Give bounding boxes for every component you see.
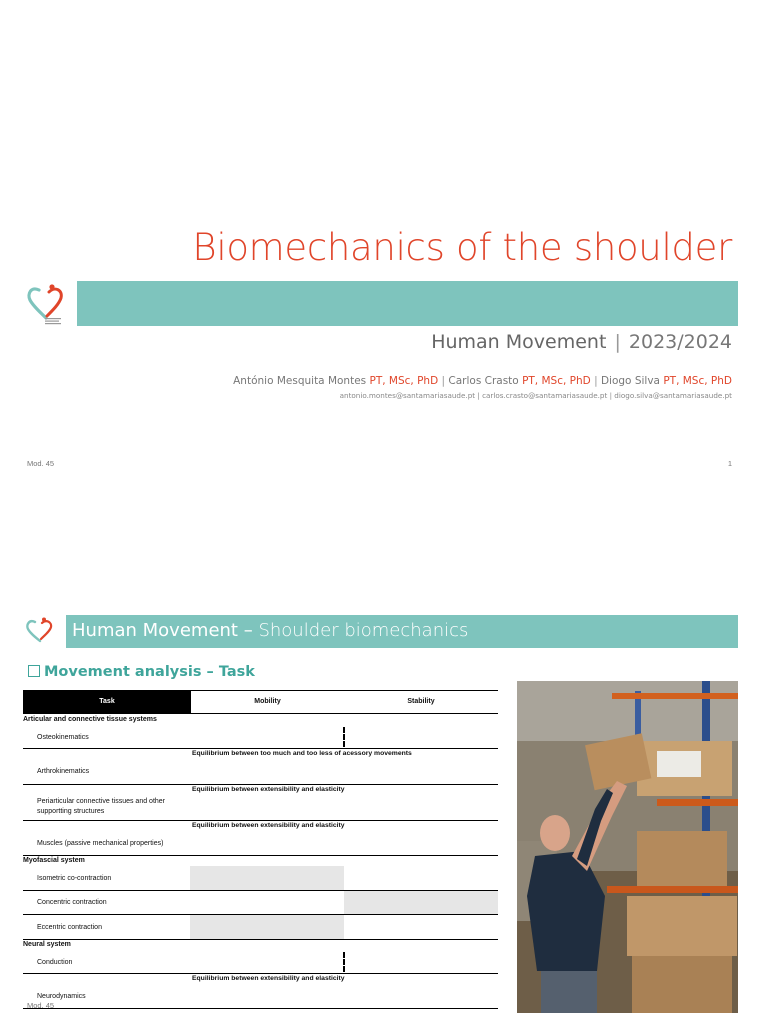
row-note: Equilibrium between extensibility and elasticity	[192, 975, 345, 982]
column-header-stability: Stability	[407, 698, 435, 705]
table-row	[23, 891, 498, 915]
row-note: Equilibrium between extensibility and elasticity	[192, 786, 345, 793]
table-row	[23, 915, 498, 940]
course-subtitle	[431, 331, 732, 353]
row-note: Equilibrium between too much and too less of acessory movements	[192, 750, 412, 757]
author-separator: |	[594, 375, 598, 387]
slide-number: 1	[727, 459, 732, 468]
author-credentials: PT, MSc, PhD	[522, 375, 591, 387]
author-credentials: PT, MSc, PhD	[663, 375, 732, 387]
table-section-title: Myofascial system	[23, 857, 85, 864]
course-name: Human Movement	[431, 331, 607, 353]
author-list	[233, 375, 732, 387]
section-title: Movement analysis – Task	[44, 664, 255, 680]
heart-logo-icon	[25, 282, 67, 326]
header-light: Shoulder biomechanics	[258, 620, 469, 641]
author-credentials: PT, MSc, PhD	[369, 375, 439, 387]
slide-header	[72, 620, 468, 641]
mobility-cell-shaded	[190, 866, 344, 890]
row-label: Conduction	[37, 959, 73, 966]
table-header	[23, 690, 498, 714]
warehouse-worker-photo	[517, 681, 738, 1013]
author-name: Diogo Silva	[600, 375, 660, 387]
row-label: Arthrokinematics	[37, 768, 90, 775]
mobility-stability-divider	[343, 952, 345, 972]
footer-module: Mod. 45	[27, 459, 55, 468]
footer-module: Mod. 45	[27, 1001, 55, 1010]
row-label: Eccentric contraction	[37, 924, 102, 931]
table-row	[23, 725, 498, 749]
row-label: Isometric co-contraction	[37, 875, 112, 882]
table-row	[23, 974, 498, 1009]
mobility-stability-divider	[343, 727, 345, 747]
row-label: Muscles (passive mechanical properties)	[37, 840, 164, 847]
header-bold: Human Movement –	[72, 620, 253, 641]
checkbox-bullet-icon	[28, 665, 40, 677]
table-row	[23, 950, 498, 974]
table-row	[23, 785, 498, 821]
content-slide	[0, 512, 768, 1024]
row-label: Neurodynamics	[37, 993, 86, 1000]
table-section-title: Articular and connective tissue systems	[23, 716, 157, 723]
column-header-mobility: Mobility	[254, 698, 281, 705]
presentation-title: Biomechanics of the shoulder	[192, 226, 732, 269]
author-name: António Mesquita Montes	[233, 375, 367, 387]
table-row	[23, 866, 498, 891]
author-separator: |	[441, 375, 446, 387]
row-label: Osteokinematics	[37, 734, 89, 741]
stability-cell-shaded	[344, 891, 498, 914]
table-section-title: Neural system	[23, 941, 71, 948]
subtitle-separator: |	[614, 331, 621, 353]
column-header-task: Task	[23, 691, 191, 713]
section-heading	[28, 664, 255, 680]
row-note: Equilibrium between extensibility and elasticity	[192, 822, 345, 829]
academic-year: 2023/2024	[628, 331, 732, 353]
row-label: Periarticular connective tissues and other supportting structures	[37, 798, 166, 815]
table-row	[23, 749, 498, 785]
mobility-cell-shaded	[190, 915, 344, 939]
title-banner	[77, 281, 738, 326]
author-emails: antonio.montes@santamariasaude.pt | carlos.crasto@santamariasaude.pt | diogo.silva@santamariasaude.pt	[339, 391, 732, 400]
table-row	[23, 821, 498, 856]
heart-logo-icon	[25, 616, 55, 646]
author-name: Carlos Crasto	[448, 375, 519, 387]
row-label: Concentric contraction	[37, 899, 107, 906]
task-analysis-table	[23, 690, 498, 1009]
